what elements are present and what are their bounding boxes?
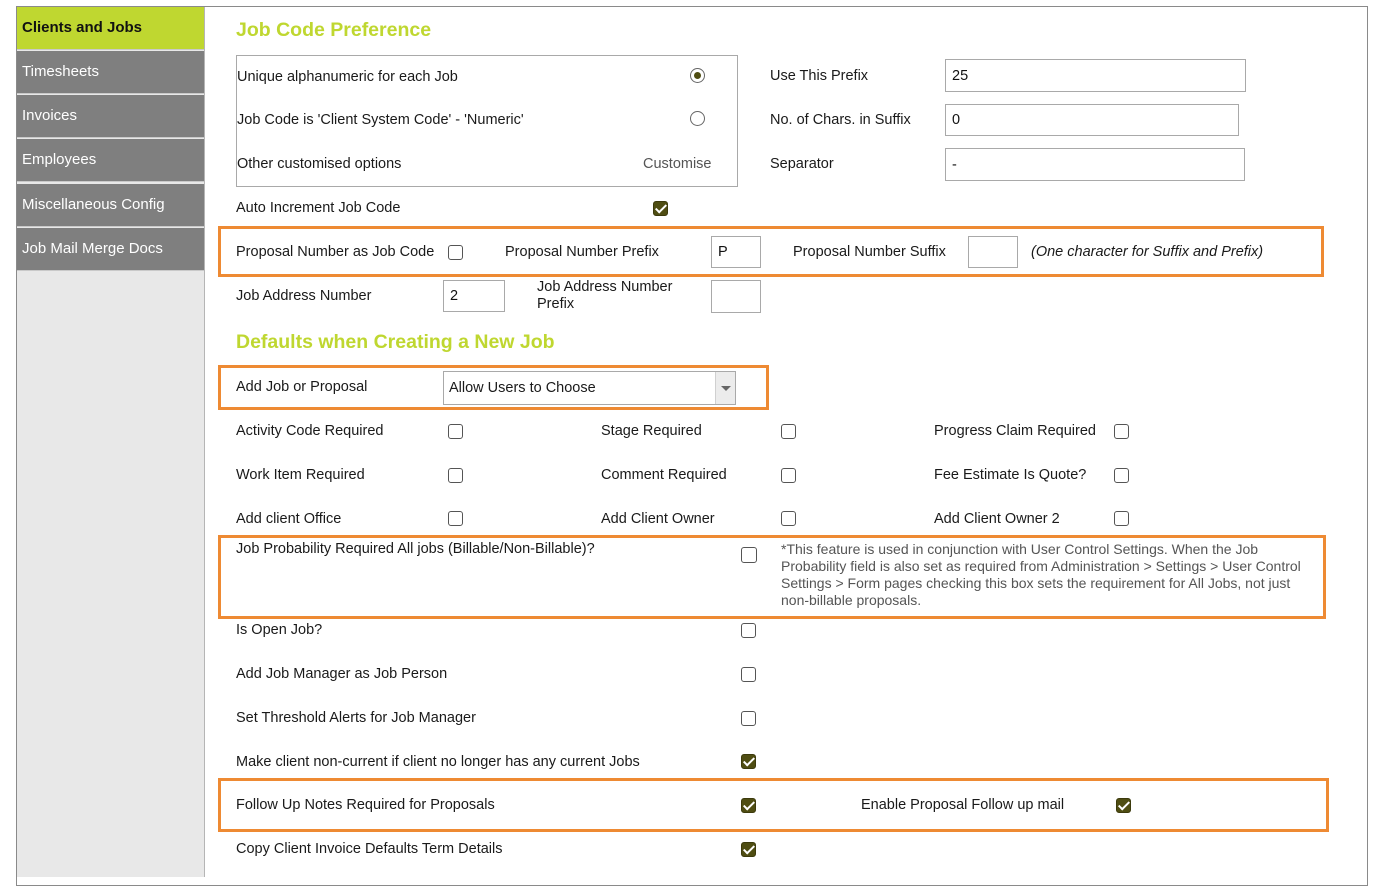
suffix-chars-label: No. of Chars. in Suffix [770, 112, 911, 128]
sidebar [17, 7, 205, 877]
work-item-checkbox[interactable] [448, 468, 463, 483]
proposal-suffix-input[interactable] [968, 236, 1018, 268]
job-address-number-input[interactable] [443, 280, 505, 312]
stage-required-checkbox[interactable] [781, 424, 796, 439]
stage-required-label: Stage Required [601, 423, 702, 439]
enable-follow-up-label: Enable Proposal Follow up mail [861, 797, 1065, 813]
job-address-prefix-label-line-1: Job Address Number [537, 279, 673, 295]
add-job-or-proposal-label: Add Job or Proposal [236, 379, 368, 395]
use-prefix-label: Use This Prefix [770, 68, 869, 84]
is-open-job-checkbox[interactable] [741, 623, 756, 638]
follow-up-notes-label: Follow Up Notes Required for Proposals [236, 797, 495, 813]
proposal-hint: (One character for Suffix and Prefix) [1031, 244, 1264, 260]
job-probability-label: Job Probability Required All jobs (Billable/Non-Billable)? [236, 541, 595, 557]
comment-required-checkbox[interactable] [781, 468, 796, 483]
enable-follow-up-checkbox[interactable] [1116, 798, 1131, 813]
sidebar-item-timesheets[interactable]: Timesheets [17, 51, 204, 94]
threshold-alerts-label: Set Threshold Alerts for Job Manager [236, 710, 476, 726]
add-client-owner-label: Add Client Owner [601, 511, 715, 527]
sidebar-item-clients-and-jobs[interactable]: Clients and Jobs [17, 7, 204, 50]
job-probability-checkbox[interactable] [741, 547, 757, 563]
fee-estimate-label: Fee Estimate Is Quote? [934, 467, 1087, 483]
work-item-label: Work Item Required [236, 467, 365, 483]
customise-link[interactable]: Customise [643, 156, 712, 172]
sidebar-item-job-mail-merge-docs[interactable]: Job Mail Merge Docs [17, 228, 204, 271]
add-job-manager-label: Add Job Manager as Job Person [236, 666, 448, 682]
sidebar-item-miscellaneous-config[interactable]: Miscellaneous Config [17, 184, 204, 227]
auto-increment-label: Auto Increment Job Code [236, 200, 401, 216]
section-title-job-code-preference: Job Code Preference [236, 19, 432, 41]
is-open-job-label: Is Open Job? [236, 622, 323, 638]
activity-code-checkbox[interactable] [448, 424, 463, 439]
job-address-prefix-input[interactable] [711, 280, 761, 313]
add-client-office-checkbox[interactable] [448, 511, 463, 526]
proposal-as-job-code-label: Proposal Number as Job Code [236, 244, 435, 260]
add-client-office-label: Add client Office [236, 511, 342, 527]
separator-input[interactable] [945, 148, 1245, 181]
add-client-owner-2-checkbox[interactable] [1114, 511, 1129, 526]
job-probability-note: *This feature is used in conjunction with User Control Settings. When the Job Probability field is also set as required from Administration > Settings > User Control Settings > Form pages checking this box sets the requirement for All Jobs, not just non-billable proposals. [781, 541, 1301, 608]
proposal-suffix-label: Proposal Number Suffix [793, 244, 946, 260]
add-job-or-proposal-select[interactable] [443, 371, 736, 405]
add-job-or-proposal-value: Allow Users to Choose [449, 380, 596, 396]
proposal-prefix-label: Proposal Number Prefix [505, 244, 659, 260]
threshold-alerts-checkbox[interactable] [741, 711, 756, 726]
add-client-owner-checkbox[interactable] [781, 511, 796, 526]
add-client-owner-2-label: Add Client Owner 2 [934, 511, 1060, 527]
add-job-manager-checkbox[interactable] [741, 667, 756, 682]
activity-code-label: Activity Code Required [236, 423, 384, 439]
copy-invoice-defaults-checkbox[interactable] [741, 842, 756, 857]
client-system-code-label: Job Code is 'Client System Code' - 'Numeric' [237, 112, 524, 128]
copy-invoice-defaults-label: Copy Client Invoice Defaults Term Details [236, 841, 503, 857]
use-prefix-input[interactable] [945, 59, 1246, 92]
client-system-code-radio[interactable] [690, 111, 705, 126]
make-non-current-label: Make client non-current if client no longer has any current Jobs [236, 754, 640, 770]
progress-claim-checkbox[interactable] [1114, 424, 1129, 439]
other-options-label: Other customised options [237, 156, 402, 172]
make-non-current-checkbox[interactable] [741, 754, 756, 769]
job-address-prefix-label-line-2: Prefix [537, 296, 575, 312]
unique-alphanumeric-label: Unique alphanumeric for each Job [237, 69, 458, 85]
sidebar-item-invoices[interactable]: Invoices [17, 95, 204, 138]
job-address-prefix-label [537, 279, 672, 313]
progress-claim-label: Progress Claim Required [934, 423, 1096, 439]
fee-estimate-checkbox[interactable] [1114, 468, 1129, 483]
proposal-prefix-input[interactable] [711, 236, 761, 268]
comment-required-label: Comment Required [601, 467, 727, 483]
sidebar-item-employees[interactable]: Employees [17, 139, 204, 182]
separator-label: Separator [770, 156, 834, 172]
auto-increment-checkbox[interactable] [653, 201, 668, 216]
proposal-as-job-code-checkbox[interactable] [448, 245, 463, 260]
suffix-chars-input[interactable] [945, 104, 1239, 136]
unique-alphanumeric-radio[interactable] [690, 68, 705, 83]
follow-up-notes-checkbox[interactable] [741, 798, 756, 813]
section-title-defaults: Defaults when Creating a New Job [236, 331, 555, 353]
chevron-down-icon[interactable] [715, 372, 735, 404]
job-address-number-label: Job Address Number [236, 288, 372, 304]
